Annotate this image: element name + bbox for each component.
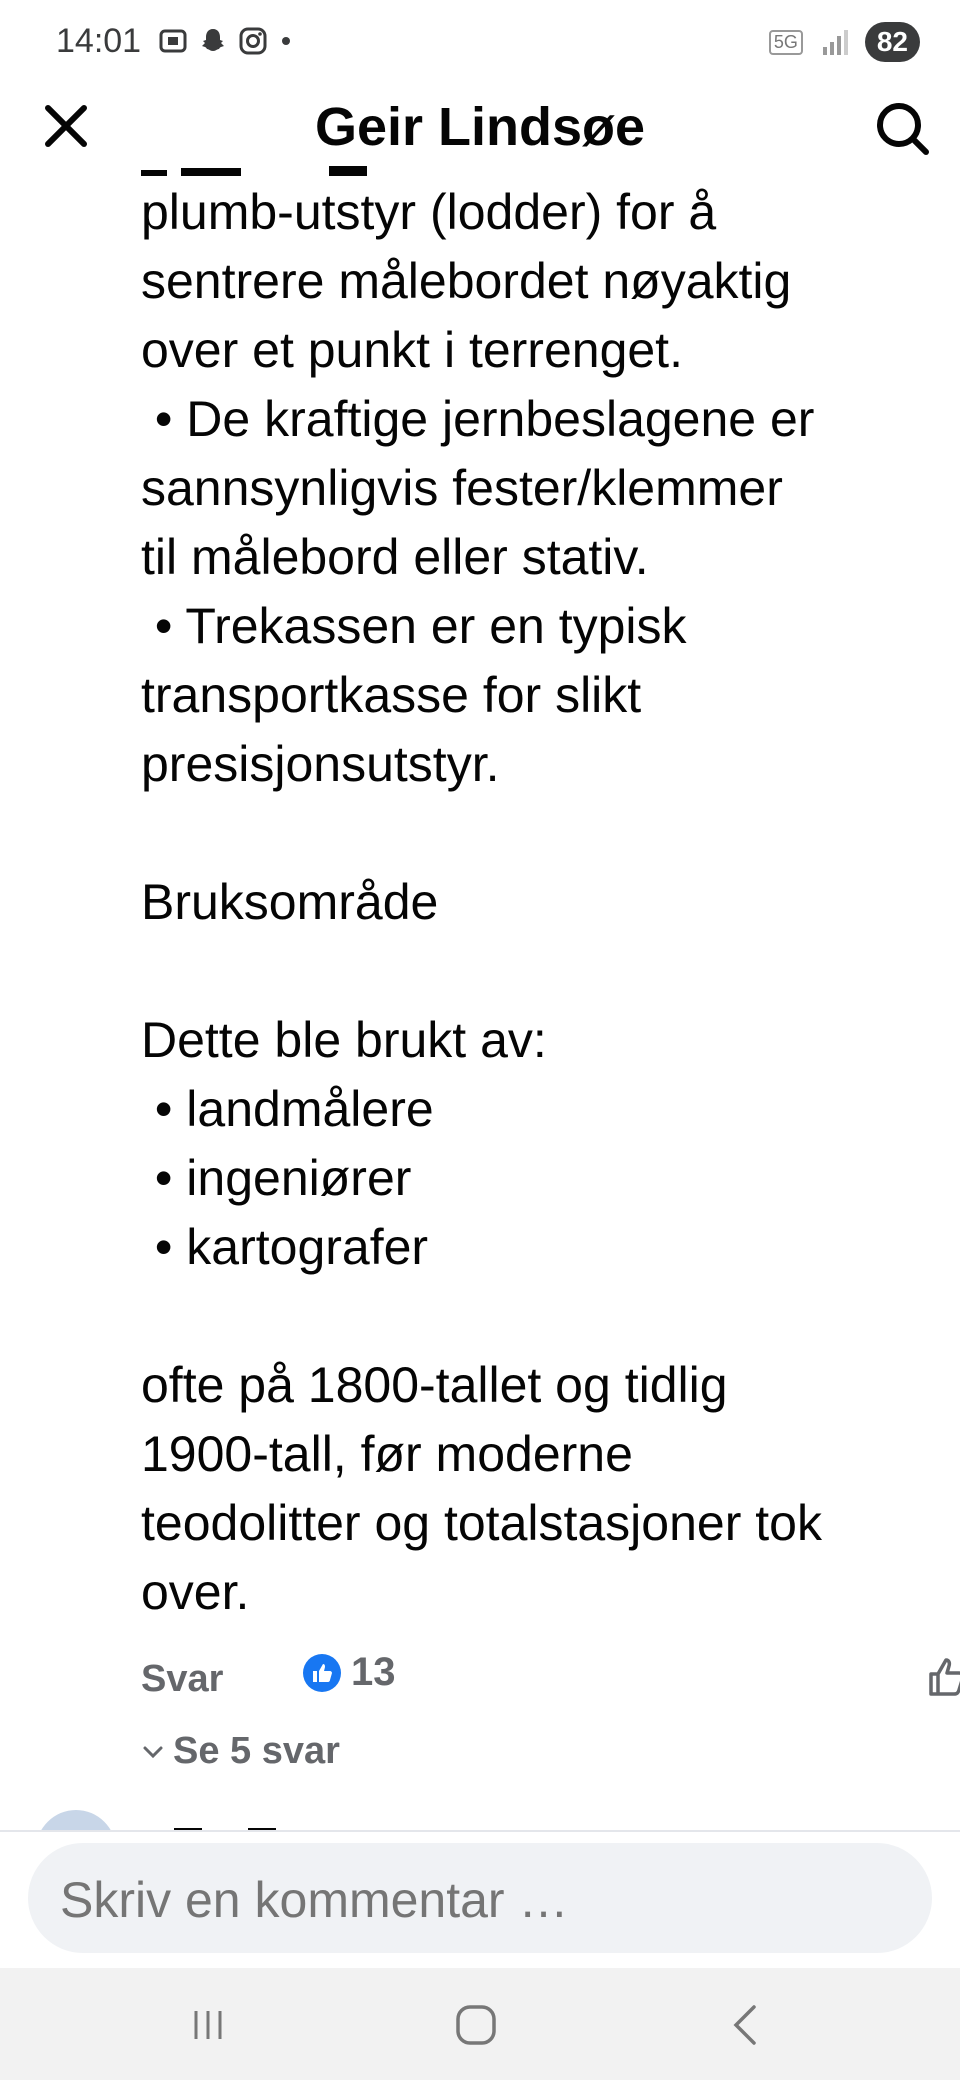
comment-line: • Trekassen er en typisk [141,598,687,654]
signal-icon [819,27,849,57]
reply-button[interactable]: Svar [141,1658,224,1700]
screenshot-icon [158,26,188,56]
comment-line: • De kraftige jernbeslagene er [141,391,815,447]
comment-line: teodolitter og totalstasjoner tok [141,1495,822,1551]
like-button[interactable] [925,1654,960,1700]
comment-line: over et punkt i terrenget. [141,322,683,378]
comment-line: • kartografer [141,1219,429,1275]
search-button[interactable] [870,96,934,160]
comment-line: • ingeniører [141,1150,412,1206]
comment-text [141,178,941,1627]
dot-icon [278,26,294,56]
status-time: 14:01 [56,22,142,60]
avatar[interactable] [36,1810,116,1832]
comment-line: Dette ble brukt av: [141,1012,547,1068]
recent-apps-icon [188,2005,228,2045]
chevron-down-icon [141,1740,165,1764]
see-replies-label: Se 5 svar [173,1730,340,1772]
back-icon [726,2003,766,2047]
battery-indicator: 82 [865,22,920,62]
clipped-text-line [141,162,441,178]
divider [0,1830,960,1832]
comment-line: transportkasse for slikt [141,667,642,723]
clipped-text-fragment [141,162,441,178]
system-icons [769,22,920,62]
thumbs-up-icon [310,1661,334,1685]
thumbs-up-icon [925,1654,960,1700]
reaction-summary[interactable] [303,1650,396,1695]
blank-line [141,1282,941,1351]
status-bar [0,0,960,90]
blank-line [141,799,941,868]
comment-line: over. [141,1564,250,1620]
comment-line: ofte på 1800-tallet og tidlig [141,1357,728,1413]
comment-line: til målebord eller stativ. [141,529,649,585]
comment-line: presisjonsutstyr. [141,736,500,792]
comment-line: sannsynligvis fester/klemmer [141,460,783,516]
snapchat-icon [198,26,228,56]
like-count: 13 [351,1650,396,1694]
next-comment-peek [0,1810,960,1832]
system-navigation-bar [0,1968,960,2080]
header [0,90,960,162]
notification-icons [158,26,294,56]
comment-input[interactable] [58,1869,902,1931]
see-replies-link[interactable] [141,1730,340,1773]
blank-line [141,937,941,1006]
recent-apps-button[interactable] [168,1990,248,2060]
comment-line: 1900-tall, før moderne [141,1426,633,1482]
section-heading: Bruksområde [141,874,439,930]
network-icon: 5G [769,30,803,55]
instagram-icon [238,26,268,56]
back-button[interactable] [706,1990,786,2060]
home-button[interactable] [436,1990,516,2060]
comment-line: sentrere målebordet nøyaktig [141,253,792,309]
comment-line: plumb-utstyr (lodder) for å [141,184,717,240]
comment-actions [141,1650,941,1710]
comment-composer[interactable] [28,1843,932,1953]
page-title: Geir Lindsøe [314,97,646,157]
like-reaction-icon [303,1654,341,1692]
comment-line: • landmålere [141,1081,434,1137]
search-icon [870,96,934,160]
home-icon [454,2003,498,2047]
